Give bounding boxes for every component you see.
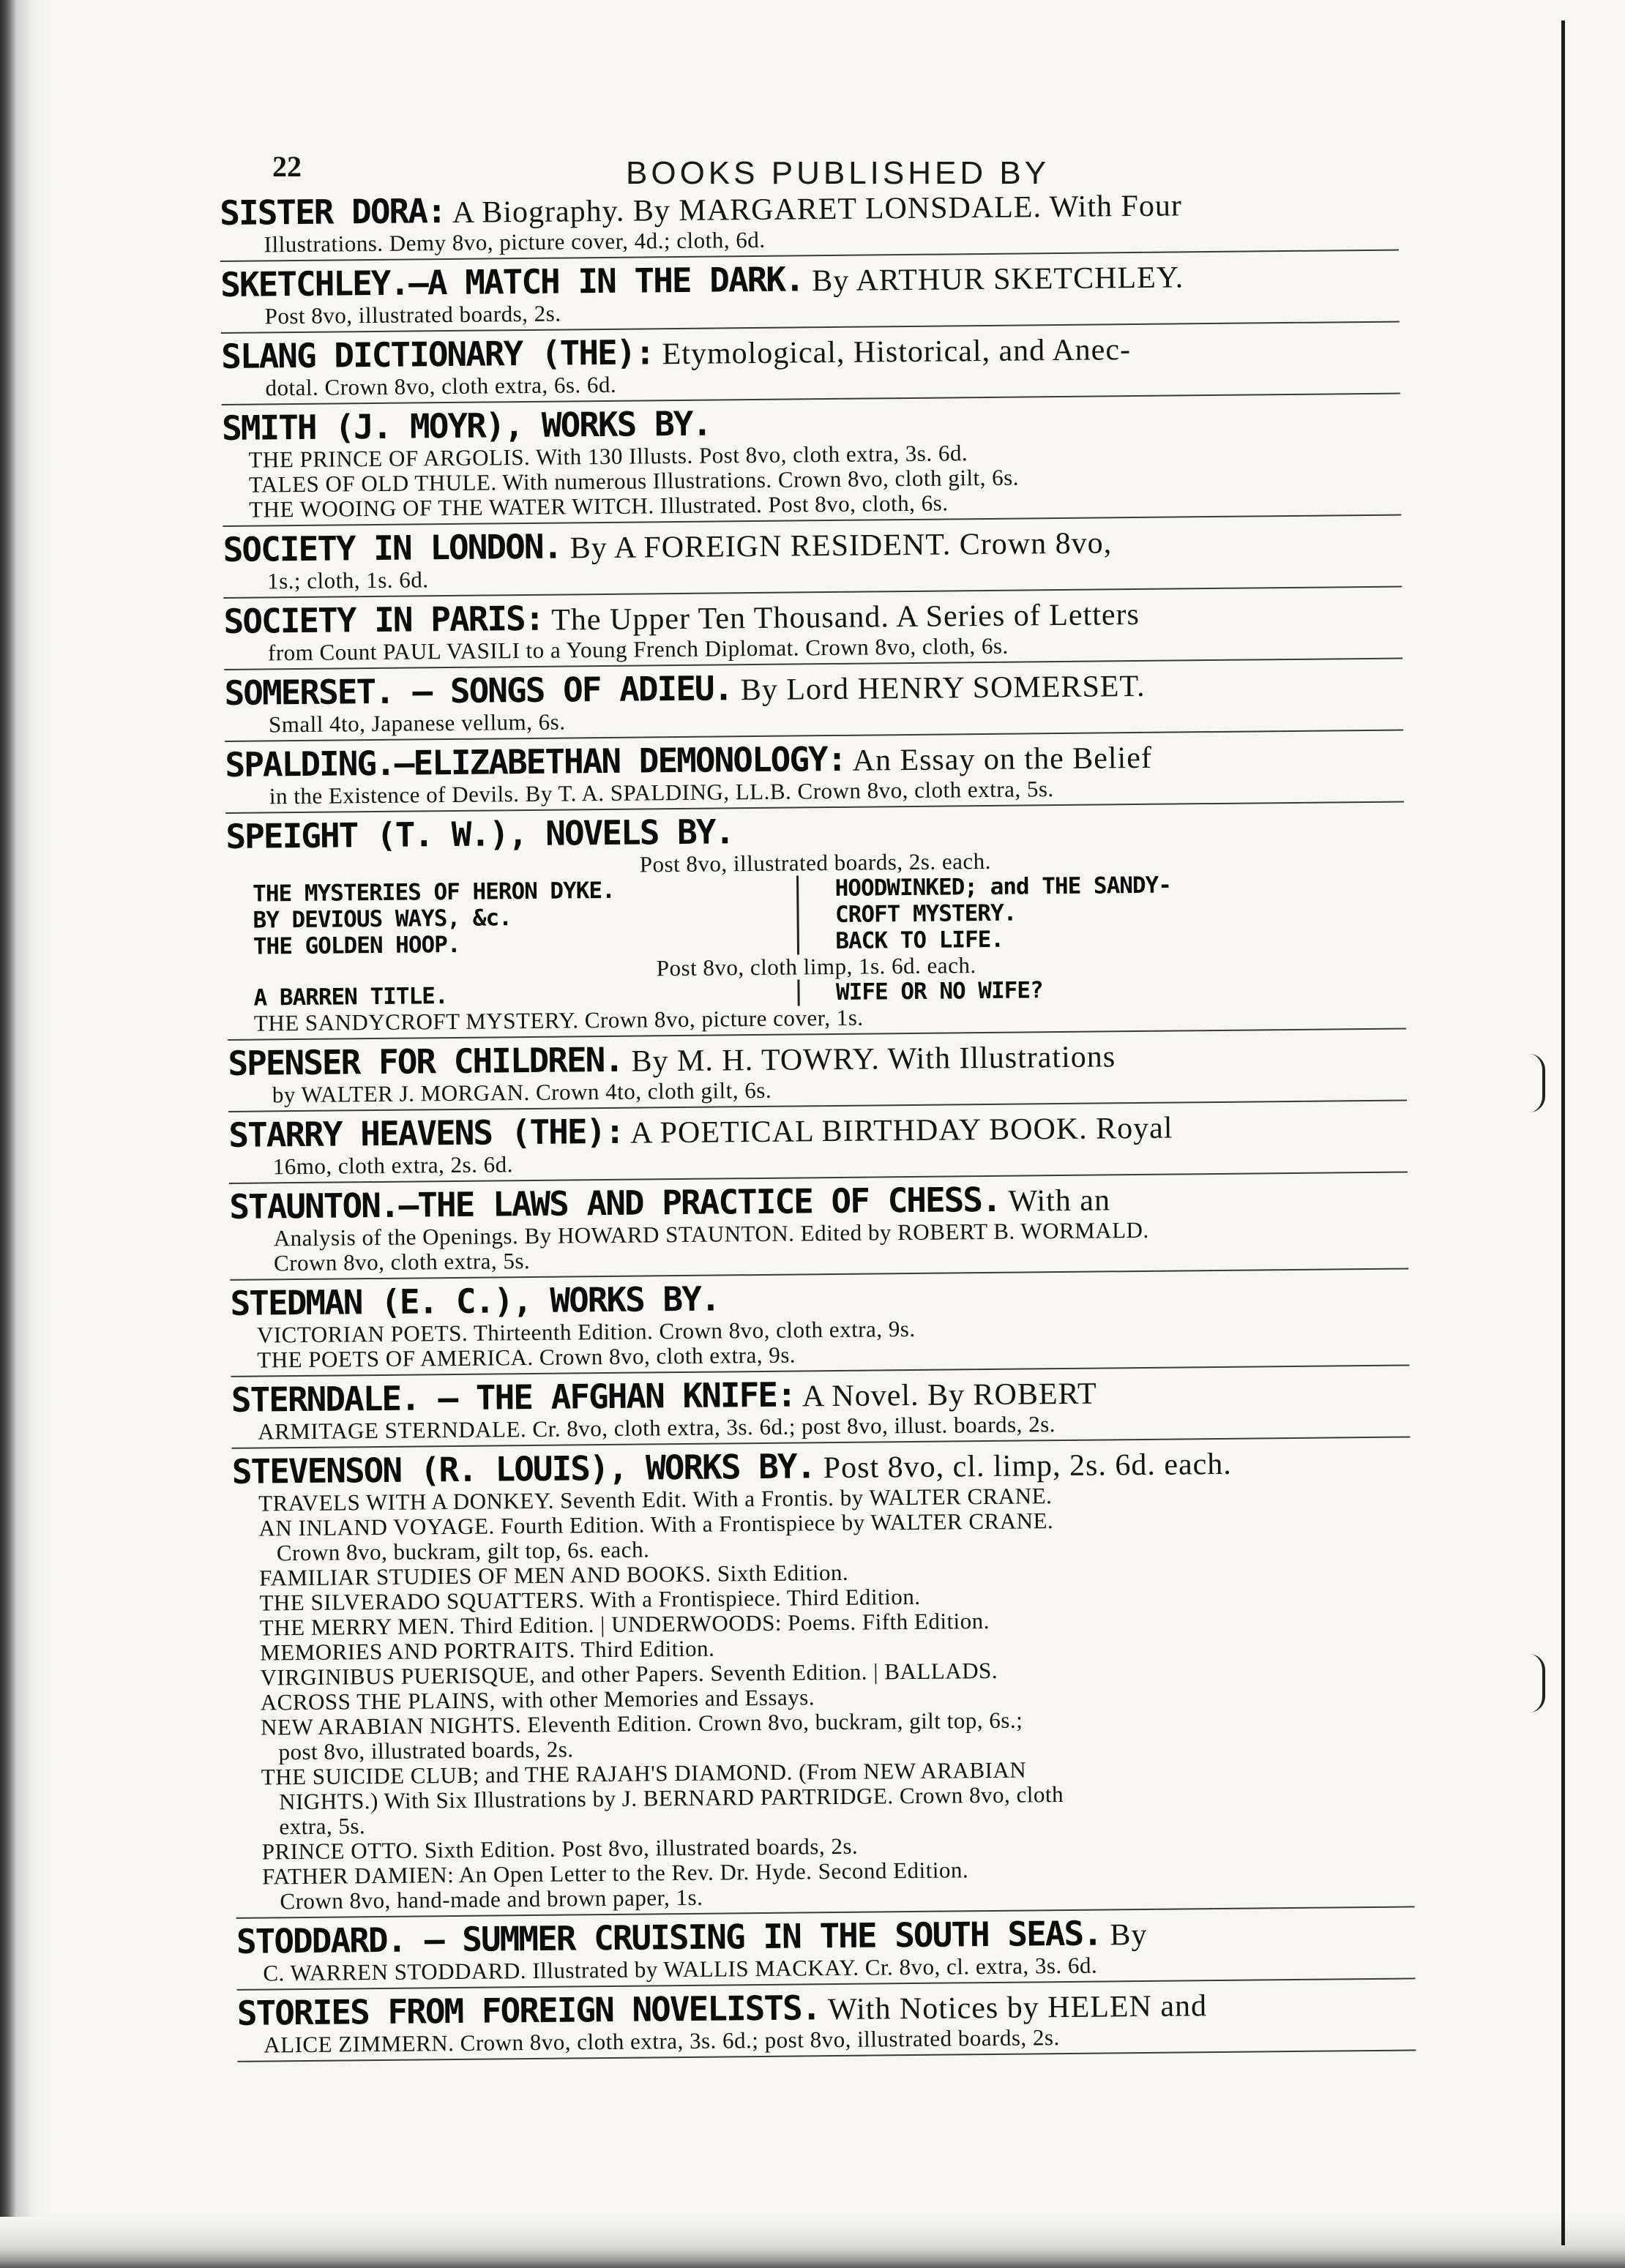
catalogue-entry — [220, 181, 1399, 262]
entry-heading: SISTER DORA: — [220, 191, 446, 233]
entry-heading: STERNDALE. — THE AFGHAN KNIFE: — [231, 1374, 796, 1420]
entry-detail-line: TALES OF OLD THULE. With numerous Illustrations. Crown 8vo, cloth gilt, 6s. — [248, 464, 1020, 498]
entry-detail-line: Crown 8vo, cloth extra, 5s. — [273, 1247, 531, 1276]
entry-heading-text: Etymological, Historical, and Anec- — [653, 333, 1132, 372]
entry-detail-line: C. WARREN STODDARD. Illustrated by WALLIS MACKAY. Cr. 8vo, cl. extra, 3s. 6d. — [263, 1952, 1098, 1986]
entry-detail-line: post 8vo, illustrated boards, 2s. — [278, 1736, 574, 1765]
binding-mark — [1529, 1654, 1545, 1713]
entry-detail-line: by WALTER J. MORGAN. Crown 4to, cloth gilt, 6s. — [272, 1077, 772, 1108]
catalogue-entry — [223, 589, 1402, 670]
title-item: BACK TO LIFE. — [835, 926, 1004, 954]
entry-heading-text: With an — [1000, 1183, 1111, 1219]
catalogue-entry — [232, 1439, 1415, 1918]
catalogue-entry — [223, 517, 1402, 599]
catalogue-entry — [229, 1174, 1408, 1280]
entry-heading-text: A Novel. By ROBERT — [795, 1377, 1097, 1414]
catalogue-entry — [237, 1980, 1416, 2062]
two-column-list — [226, 870, 1405, 960]
entry-heading-text: By ARTHUR SKETCHLEY. — [803, 261, 1184, 299]
scan-edge-left — [0, 0, 51, 2268]
entry-detail-line: TRAVELS WITH A DONKEY. Seventh Edit. With a Frontis. by WALTER CRANE. — [258, 1483, 1053, 1516]
entry-heading-text: By Lord HENRY SOMERSET. — [732, 669, 1146, 708]
catalogue-entry — [228, 1102, 1408, 1183]
entry-detail-line: Crown 8vo, hand-made and brown paper, 1s. — [280, 1884, 703, 1915]
entry-heading-text: The Upper Ten Thousand. A Series of Letters — [543, 597, 1140, 637]
entry-heading: SMITH (J. MOYR), WORKS BY. — [221, 403, 711, 448]
entry-heading: SLANG DICTIONARY (THE): — [220, 332, 654, 376]
entry-heading: STEDMAN (E. C.), WORKS BY. — [230, 1279, 720, 1323]
entry-heading-text: A Biography. By MARGARET LONSDALE. With Four — [445, 189, 1183, 231]
binding-mark — [1529, 1054, 1545, 1112]
entry-detail-line: AN INLAND VOYAGE. Fourth Edition. With a Frontispiece by WALTER CRANE. — [258, 1508, 1054, 1541]
catalogue-entry — [222, 396, 1402, 527]
page-right-rule — [1561, 20, 1565, 2245]
entry-heading: STEVENSON (R. LOUIS), WORKS BY. — [231, 1446, 815, 1492]
catalogue-entries — [220, 181, 1416, 2064]
entry-heading-text: By M. H. TOWRY. With Illustrations — [622, 1040, 1116, 1079]
entry-detail-line: THE POETS OF AMERICA. Crown 8vo, cloth extra, 9s. — [257, 1341, 796, 1373]
catalogue-entry — [220, 252, 1400, 334]
entry-heading: STODDARD. — SUMMER CRUISING IN THE SOUTH SEAS. — [236, 1913, 1102, 1961]
title-item: WIFE OR NO WIFE? — [835, 977, 1043, 1006]
entry-heading: SPALDING.—ELIZABETHAN DEMONOLOGY: — [225, 738, 846, 785]
entry-detail-line: PRINCE OTTO. Sixth Edition. Post 8vo, illustrated boards, 2s. — [261, 1833, 859, 1865]
entry-subheading: Post 8vo, cloth limp, 1s. 6d. each. — [656, 952, 976, 981]
title-item: CROFT MYSTERY. — [834, 899, 1017, 928]
entry-heading: SOMERSET. — SONGS OF ADIEU. — [224, 668, 733, 713]
entry-detail-line: FAMILIAR STUDIES OF MEN AND BOOKS. Sixth Edition. — [259, 1559, 849, 1591]
column-right — [796, 870, 1405, 955]
entry-detail-line: Analysis of the Openings. By HOWARD STAUNTON. Edited by ROBERT B. WORMALD. — [273, 1216, 1149, 1251]
entry-heading-text: Post 8vo, cl. limp, 2s. 6d. each. — [815, 1447, 1232, 1486]
entry-detail-line: Illustrations. Demy 8vo, picture cover, 4d.; cloth, 6d. — [264, 226, 766, 258]
entry-heading-text: An Essay on the Belief — [845, 741, 1153, 778]
entry-detail-line: THE WOOING OF THE WATER WITCH. Illustrated. Post 8vo, cloth, 6s. — [249, 490, 949, 523]
entry-detail-line: FATHER DAMIEN: An Open Letter to the Rev. Dr. Hyde. Second Edition. — [261, 1857, 969, 1890]
entry-heading: STAUNTON.—THE LAWS AND PRACTICE OF CHESS. — [229, 1179, 1001, 1227]
entry-heading: SOCIETY IN LONDON. — [223, 526, 562, 569]
title-item: THE MYSTERIES OF HERON DYKE. — [253, 877, 615, 907]
entry-heading: SOCIETY IN PARIS: — [223, 598, 544, 641]
entry-detail-line: Crown 8vo, buckram, gilt top, 6s. each. — [276, 1536, 650, 1566]
entry-detail-line: VICTORIAN POETS. Thirteenth Edition. Crown 8vo, cloth extra, 9s. — [256, 1315, 916, 1348]
title-item: BY DEVIOUS WAYS, &c. — [253, 905, 512, 934]
entry-detail-line: VIRGINIBUS PUERISQUE, and other Papers. Seventh Edition. | BALLADS. — [260, 1657, 998, 1691]
entry-detail-line: in the Existence of Devils. By T. A. SPALDING, LL.B. Crown 8vo, cloth extra, 5s. — [269, 776, 1054, 809]
entry-heading-text: A POETICAL BIRTHDAY BOOK. Royal — [623, 1111, 1173, 1150]
entry-detail-line: Post 8vo, illustrated boards, 2s. — [264, 300, 561, 329]
entry-detail-line: dotal. Crown 8vo, cloth extra, 6s. 6d. — [265, 371, 617, 401]
entry-detail-line: MEMORIES AND PORTRAITS. Third Edition. — [259, 1635, 715, 1666]
entry-heading: SKETCHLEY.—A MATCH IN THE DARK. — [220, 259, 804, 304]
catalogue-entry — [221, 324, 1400, 405]
entry-detail-line: Small 4to, Japanese vellum, 6s. — [268, 708, 566, 738]
title-item: HOODWINKED; and THE SANDY- — [834, 872, 1172, 902]
catalogue-entry — [228, 1030, 1407, 1112]
title-item: THE GOLDEN HOOP. — [253, 931, 460, 960]
entry-detail-line: NIGHTS.) With Six Illustrations by J. BERNARD PARTRIDGE. Crown 8vo, cloth — [278, 1781, 1064, 1815]
entry-subheading: Post 8vo, illustrated boards, 2s. each. — [639, 847, 992, 877]
title-item: A BARREN TITLE. — [253, 983, 448, 1011]
entry-heading: SPEIGHT (T. W.), NOVELS BY. — [225, 812, 734, 856]
entry-detail-line: extra, 5s. — [279, 1813, 366, 1840]
entry-detail-line: NEW ARABIAN NIGHTS. Eleventh Edition. Crown 8vo, buckram, gilt top, 6s.; — [260, 1707, 1023, 1740]
entry-heading: STORIES FROM FOREIGN NOVELISTS. — [236, 1988, 821, 2033]
catalogue-entry — [230, 1270, 1409, 1377]
entry-heading-text: With Notices by HELEN and — [820, 1989, 1208, 2027]
catalogue-entry — [225, 733, 1404, 814]
catalogue-entry — [224, 661, 1403, 742]
entry-detail-line: from Count PAUL VASILI to a Young French Diplomat. Crown 8vo, cloth, 6s. — [267, 632, 1009, 666]
page-number: 22 — [272, 150, 302, 183]
entry-heading: STARRY HEAVENS (THE): — [228, 1111, 624, 1155]
scan-edge-bottom — [0, 2217, 1625, 2268]
catalogue-entry — [231, 1367, 1411, 1448]
column-left — [226, 875, 797, 959]
entry-heading: SPENSER FOR CHILDREN. — [228, 1039, 624, 1083]
entry-detail-line: ACROSS THE PLAINS, with other Memories and Essays. — [260, 1684, 815, 1715]
entry-detail-line: ALICE ZIMMERN. Crown 8vo, cloth extra, 3s. 6d.; post 8vo, illustrated boards, 2s. — [264, 2024, 1060, 2058]
running-head: BOOKS PUBLISHED BY — [626, 155, 1050, 191]
entry-detail-line: THE SUICIDE CLUB; and THE RAJAH'S DIAMOND. (From NEW ARABIAN — [261, 1756, 1027, 1790]
entry-detail-line: 1s.; cloth, 1s. 6d. — [266, 566, 429, 594]
entry-detail-line: THE PRINCE OF ARGOLIS. With 130 Illusts. Post 8vo, cloth extra, 3s. 6d. — [248, 440, 968, 473]
entry-detail-line: THE MERRY MEN. Third Edition. | UNDERWOODS: Poems. Fifth Edition. — [259, 1607, 990, 1641]
entry-detail-line: THE SILVERADO SQUATTERS. With a Frontispiece. Third Edition. — [259, 1583, 921, 1616]
entry-heading-text: By — [1101, 1917, 1148, 1953]
catalogue-entry — [236, 1909, 1416, 1990]
catalogue-entry — [225, 804, 1406, 1041]
entry-heading-text: By A FOREIGN RESIDENT. Crown 8vo, — [561, 526, 1113, 566]
entry-detail-line: ARMITAGE STERNDALE. Cr. 8vo, cloth extra, 3s. 6d.; post 8vo, illust. boards, 2s. — [258, 1411, 1056, 1445]
entry-detail-line: THE SANDYCROFT MYSTERY. Crown 8vo, picture cover, 1s. — [253, 1004, 864, 1036]
entry-detail-line: 16mo, cloth extra, 2s. 6d. — [272, 1151, 514, 1180]
